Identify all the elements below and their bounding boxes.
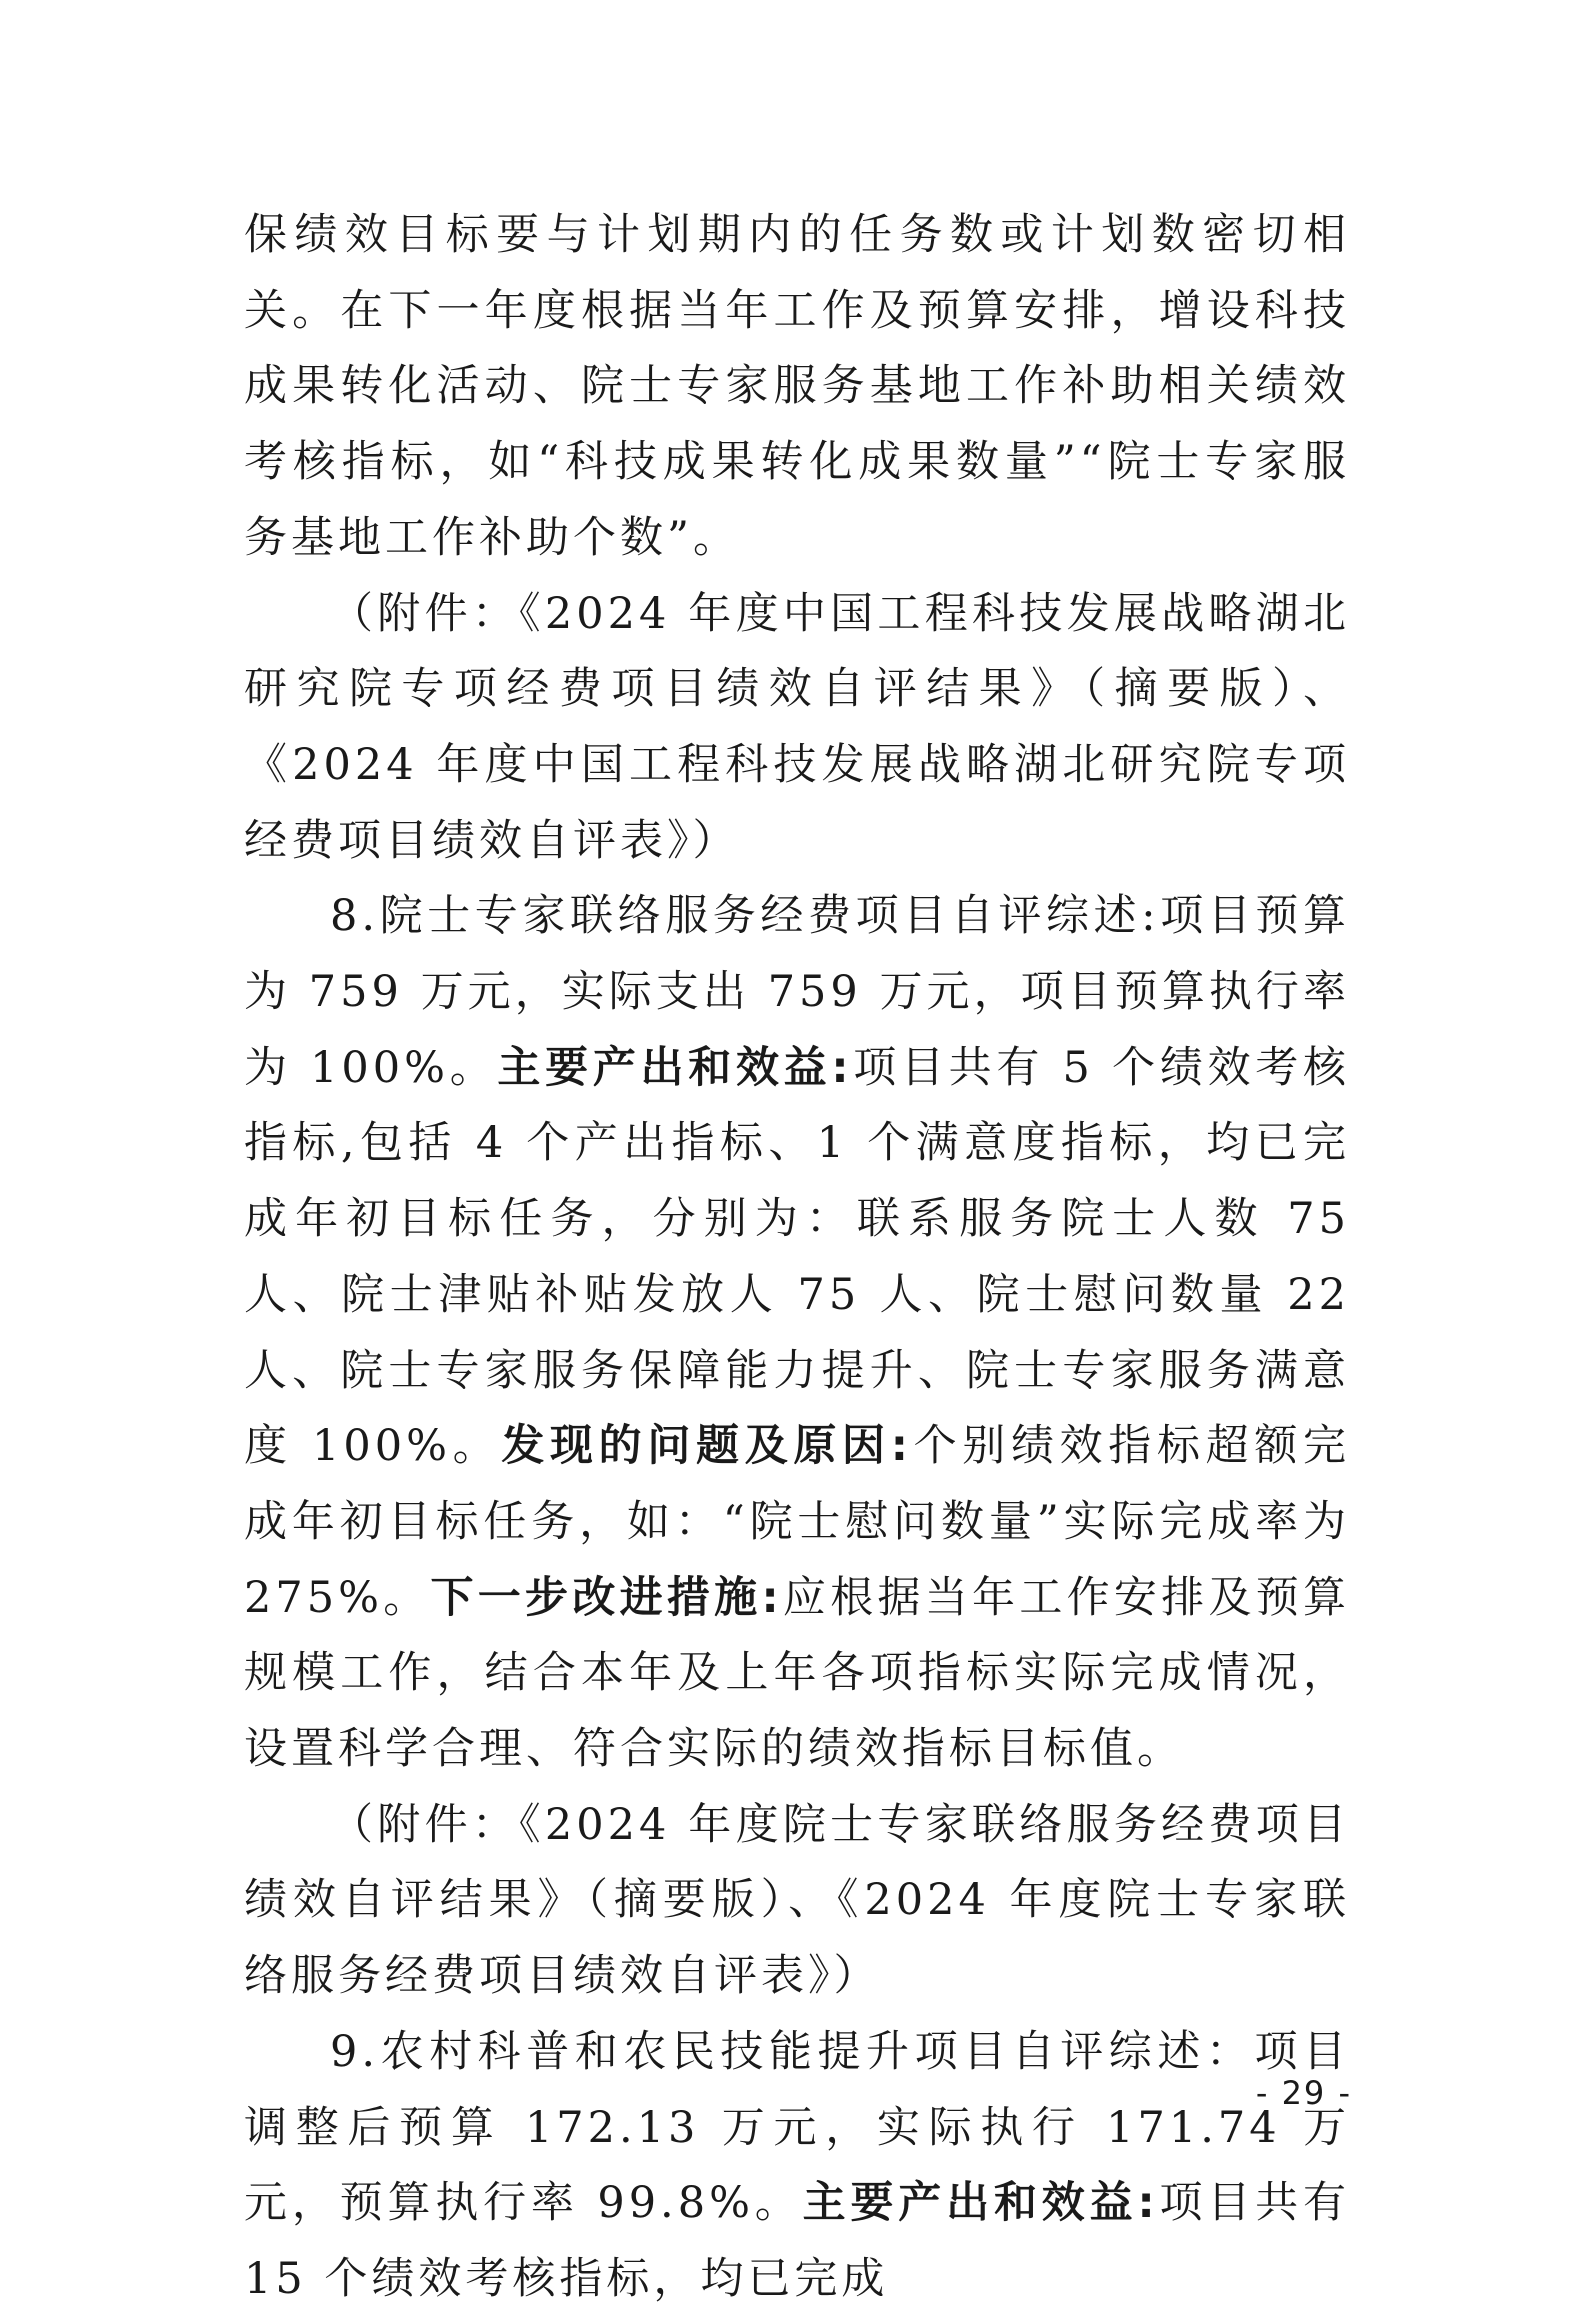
paragraph-item-9-rural-science xyxy=(244,2015,1350,2318)
text-segment: 项目共有 15 个绩效考核指标，均已完成 xyxy=(244,2178,1351,2304)
body-text xyxy=(244,198,1350,2318)
text-segment: 应根据当年工作安排及预算规模工作，结合本年及上年各项指标实际完成情况，设置科学合理、符合实际的绩效指标目标值。 xyxy=(244,1572,1351,1775)
heading-problems-causes: 发现的问题及原因: xyxy=(501,1421,912,1472)
text-segment: （附件：《2024 年度中国工程科技发展战略湖北研究院专项经费项目绩效自评结果》（摘要版）、《2024 年度中国工程科技发展战略湖北研究院专项经费项目绩效自评表》） xyxy=(244,588,1350,866)
text-segment: 个别绩效指标超额完成年初目标任务，如：“院士慰问数量”实际完成率为 275%。 xyxy=(244,1421,1351,1623)
text-segment: 8.院士专家联络服务经费项目自评综述:项目预算为 759 万元，实际支出 759 万元，项目预算执行率为 100%。 xyxy=(244,891,1350,1093)
page-number: - 29 - xyxy=(1255,2074,1352,2112)
heading-main-outputs: 主要产出和效益: xyxy=(497,1042,853,1093)
text-segment: 保绩效目标要与计划期内的任务数或计划数密切相关。在下一年度根据当年工作及预算安排，增设科技成果转化活动、院士专家服务基地工作补助相关绩效考核指标，如“科技成果转化成果数量”“院士专家服务基地工作补助个数”。 xyxy=(244,210,1350,563)
paragraph-attachment-academician-liaison xyxy=(244,1788,1350,2015)
paragraph-attachment-strategy-institute xyxy=(244,577,1350,880)
text-segment: （附件：《2024 年度院士专家联络服务经费项目绩效自评结果》（摘要版）、《2024 年度院士专家联络服务经费项目绩效自评表》） xyxy=(244,1799,1350,2002)
text-segment: 9.农村科普和农民技能提升项目自评综述：项目调整后预算 172.13 万元，实际执行 171.74 万元，预算执行率 99.8%。 xyxy=(244,2026,1350,2229)
paragraph-performance-target xyxy=(244,198,1350,577)
text-segment: 项目共有 5 个绩效考核指标,包括 4 个产出指标、1 个满意度指标，均已完成年初目标任务，分别为：联系服务院士人数 75 人、院士津贴补贴发放人 75 人、院士慰问数量 22 人、院士专家服务保障能力提升、院士专家服务满意度 100%。 xyxy=(244,1042,1350,1472)
heading-main-outputs: 主要产出和效益: xyxy=(802,2178,1159,2229)
paragraph-item-8-academician-liaison xyxy=(244,879,1350,1787)
heading-next-steps: 下一步改进措施: xyxy=(430,1572,783,1623)
